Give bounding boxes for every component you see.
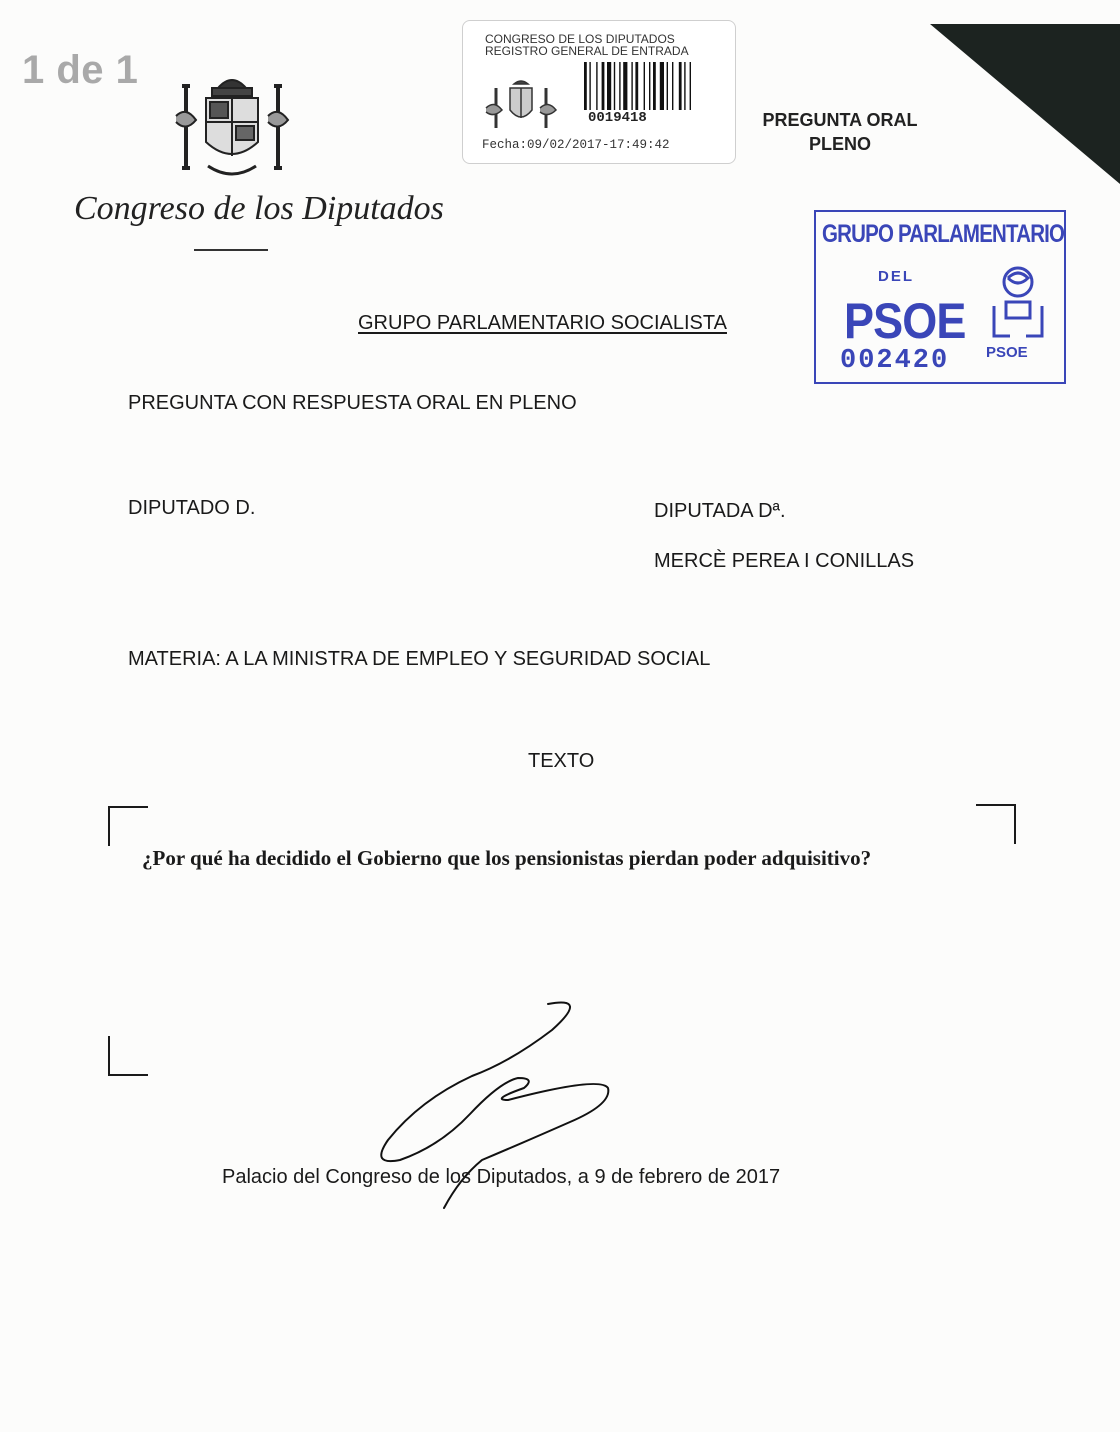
registry-line-2: REGISTRO GENERAL DE ENTRADA [485, 44, 689, 58]
coat-of-arms-icon [168, 70, 296, 188]
psoe-stamp-del: DEL [878, 268, 914, 285]
registry-barcode [584, 62, 716, 110]
question-text: ¿Por qué ha decidido el Gobierno que los pensionistas pierdan poder adquisitivo? [142, 846, 872, 870]
bracket-bottom-left [108, 1036, 148, 1076]
text-heading: TEXTO [528, 750, 595, 772]
psoe-stamp-title: GRUPO PARLAMENTARIO [822, 220, 1065, 248]
bracket-top-right [976, 804, 1016, 844]
registry-number: 0019418 [588, 110, 647, 126]
subject-line: MATERIA: A LA MINISTRA DE EMPLEO Y SEGURIDAD SOCIAL [128, 648, 711, 670]
institution-divider [194, 249, 268, 251]
deputy-right-label: DIPUTADA Dª. [654, 500, 786, 522]
scan-corner-shadow [930, 24, 1120, 184]
psoe-stamp-number: 002420 [840, 346, 950, 376]
deputy-name: MERCÈ PEREA I CONILLAS [654, 550, 915, 572]
question-type-line-1: PREGUNTA ORAL [762, 110, 918, 130]
small-coat-of-arms-icon [482, 80, 560, 138]
registry-date: Fecha:09/02/2017-17:49:42 [482, 138, 670, 152]
group-title: GRUPO PARLAMENTARIO SOCIALISTA [358, 312, 727, 334]
institution-name: Congreso de los Diputados [74, 190, 444, 227]
psoe-group-stamp [814, 210, 1066, 384]
psoe-logo-text: PSOE [986, 344, 1028, 361]
psoe-stamp-party: PSOE [844, 293, 966, 349]
page-counter: 1 de 1 [22, 48, 139, 92]
question-type-line-2: PLENO [808, 134, 871, 154]
registry-line-1: CONGRESO DE LOS DIPUTADOS [485, 32, 675, 46]
bracket-top-left [108, 806, 148, 846]
question-type-label [748, 108, 932, 156]
footer-place-date: Palacio del Congreso de los Diputados, a 9 de febrero de 2017 [222, 1166, 781, 1188]
psoe-rose-logo-icon [980, 262, 1056, 352]
question-kind: PREGUNTA CON RESPUESTA ORAL EN PLENO [128, 392, 577, 414]
deputy-left-label: DIPUTADO D. [128, 497, 256, 519]
